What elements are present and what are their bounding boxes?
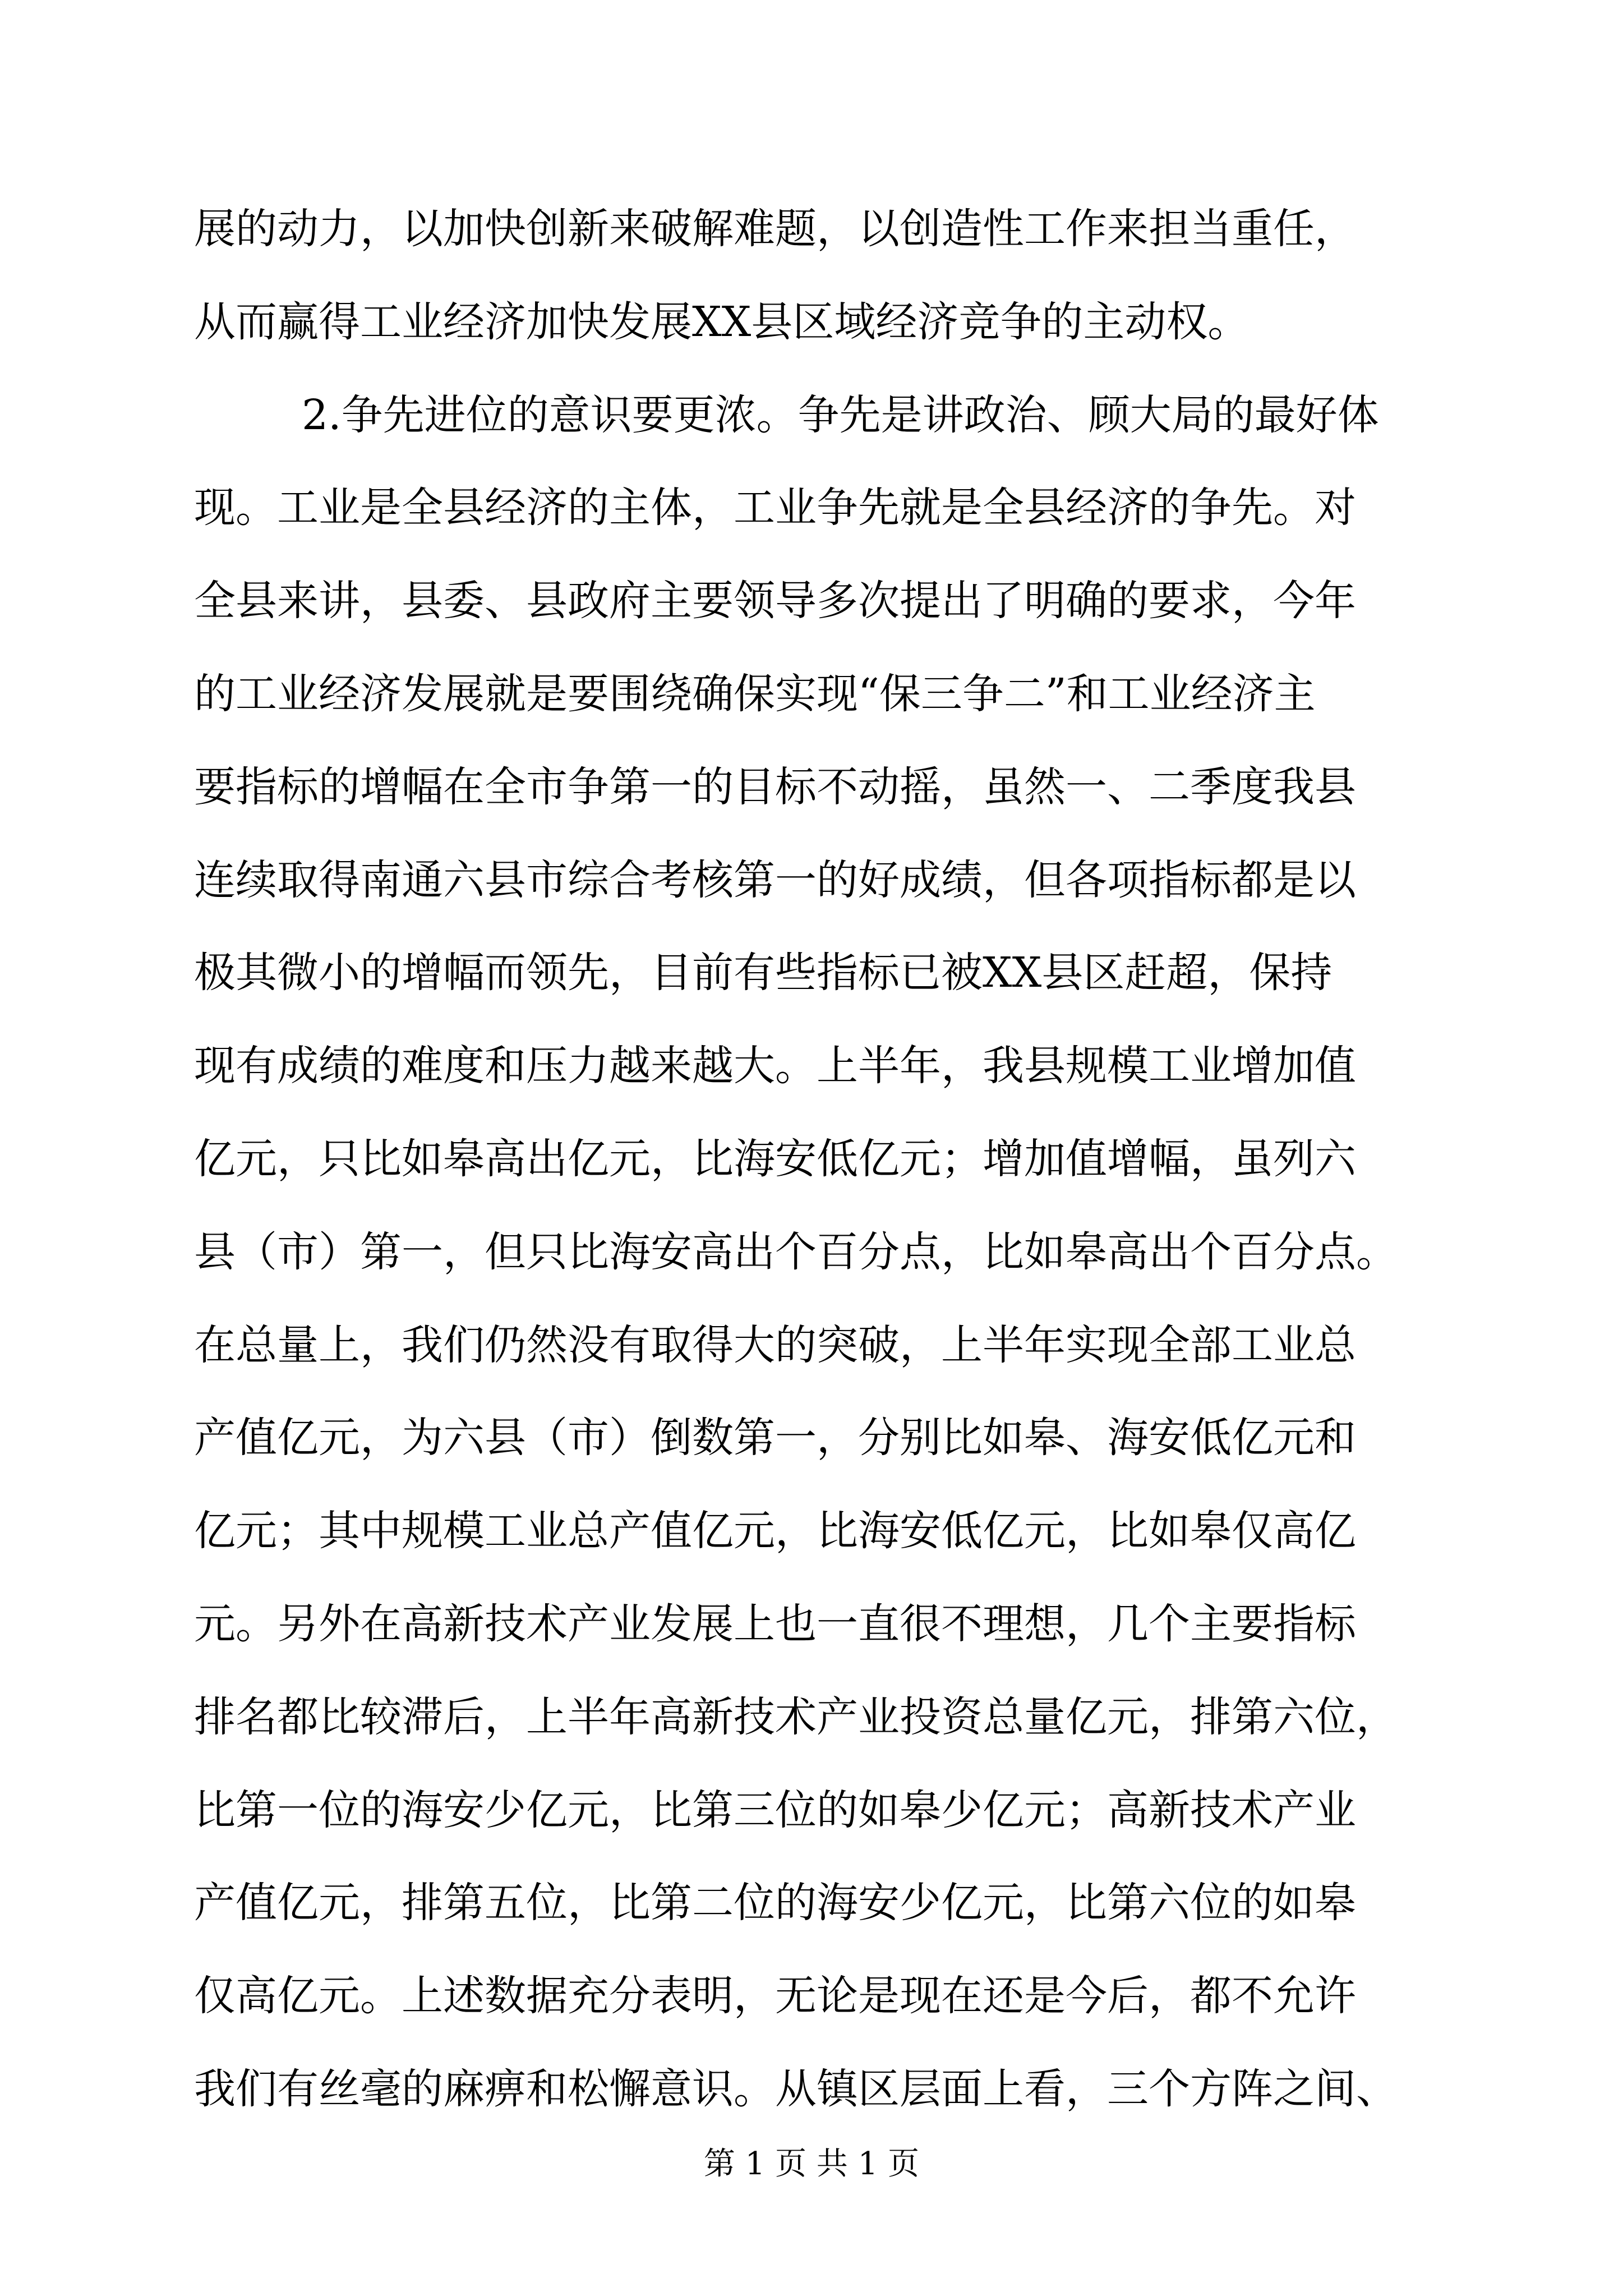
text-line: 极其微小的增幅而领先，目前有些指标已被XX县区赶超，保持 — [194, 949, 1332, 997]
text-line: 现。工业是全县经济的主体，工业争先就是全县经济的争先。对 — [194, 484, 1356, 532]
page-number-label: 第 1 页 共 1 页 — [703, 2146, 920, 2182]
text-line: 从而赢得工业经济加快发展XX县区域经济竞争的主动权。 — [194, 297, 1249, 346]
text-line: 产值亿元，为六县（市）倒数第一，分别比如皋、海安低亿元和 — [194, 1414, 1356, 1462]
text-line: 产值亿元，排第五位，比第二位的海安少亿元，比第六位的如皋 — [194, 1879, 1356, 1927]
text-line: 全县来讲，县委、县政府主要领导多次提出了明确的要求，今年 — [194, 577, 1356, 625]
body-text — [194, 183, 1431, 2136]
text-line: 仅高亿元。上述数据充分表明，无论是现在还是今后，都不允许 — [194, 1972, 1356, 2021]
paragraph-heading-line: 2.争先进位的意识要更浓。争先是讲政治、顾大局的最好体 — [302, 390, 1379, 439]
text-line: 元。另外在高新技术产业发展上也一直很不理想，几个主要指标 — [194, 1599, 1356, 1648]
text-line: 在总量上，我们仍然没有取得大的突破，上半年实现全部工业总 — [194, 1320, 1356, 1369]
text-line: 现有成绩的难度和压力越来越大。上半年，我县规模工业增加值 — [194, 1042, 1356, 1091]
text-line: 的工业经济发展就是要围绕确保实现“保三争二”和工业经济主 — [194, 669, 1316, 718]
text-line: 县（市）第一，但只比海安高出个百分点，比如皋高出个百分点。 — [194, 1227, 1398, 1276]
page-footer — [0, 2142, 1623, 2187]
text-line: 要指标的增幅在全市争第一的目标不动摇，虽然一、二季度我县 — [194, 762, 1356, 811]
text-line: 比第一位的海安少亿元，比第三位的如皋少亿元；高新技术产业 — [194, 1786, 1356, 1834]
text-line: 亿元；其中规模工业总产值亿元，比海安低亿元，比如皋仅高亿 — [194, 1507, 1356, 1556]
text-line: 展的动力，以加快创新来破解难题，以创造性工作来担当重任， — [194, 205, 1356, 253]
text-line: 亿元，只比如皋高出亿元，比海安低亿元；增加值增幅，虽列六 — [194, 1134, 1356, 1183]
text-line: 我们有丝毫的麻痹和松懈意识。从镇区层面上看，三个方阵之间、 — [194, 2064, 1398, 2113]
text-line: 排名都比较滞后，上半年高新技术产业投资总量亿元，排第六位， — [194, 1692, 1398, 1741]
text-line: 连续取得南通六县市综合考核第一的好成绩，但各项指标都是以 — [194, 855, 1356, 904]
